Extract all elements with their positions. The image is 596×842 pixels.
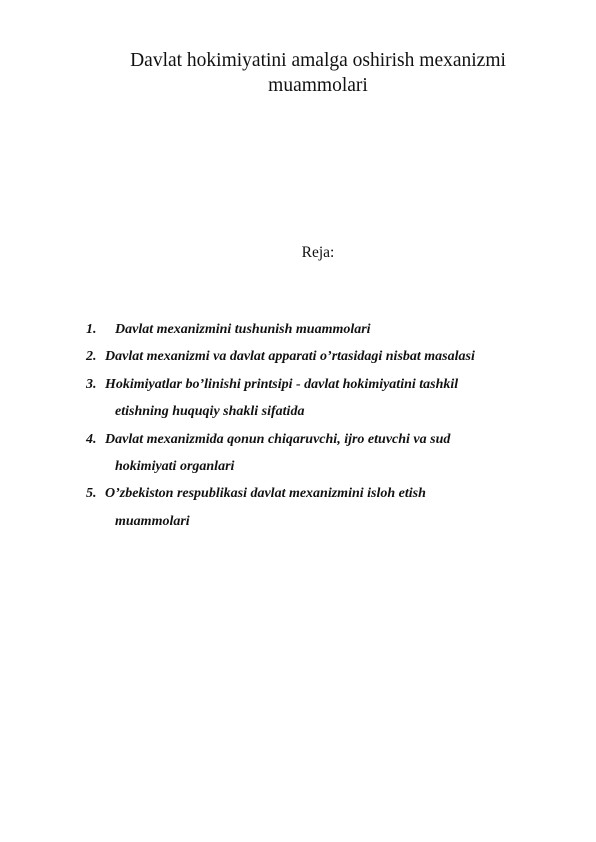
document-title-line-1: Davlat hokimiyatini amalga oshirish mexanizmi [130,50,506,71]
plan-item-number: 1. [86,322,97,337]
plan-item-text-continued: hokimiyati organlari [115,459,235,475]
plan-item-3 [86,371,546,426]
plan-item-text: Davlat mexanizmida qonun chiqaruvchi, ijro etuvchi va sud [105,431,451,447]
plan-item-text-continued: etishning huquqiy shakli sifatida [115,404,305,420]
document-title-line-2: muammolari [268,75,368,96]
document-title [80,48,556,98]
plan-item-2 [86,343,546,370]
plan-item-text: Hokimiyatlar bo’linishi printsipi - davlat hokimiyatini tashkil [105,376,459,392]
plan-item-5 [86,480,546,535]
plan-heading: Reja: [301,244,335,261]
plan-item-number: 4. [86,431,97,447]
plan-item-4 [86,426,546,481]
plan-list [86,316,546,535]
plan-item-text: Davlat mexanizmi va davlat apparati o’rtasidagi nisbat masalasi [105,349,475,365]
plan-item-text-continued: muammolari [115,513,190,529]
plan-item-1 [86,316,546,343]
plan-item-number: 5. [86,486,97,502]
plan-item-text: O’zbekiston respublikasi davlat mexanizmini isloh etish [105,486,426,502]
plan-item-number: 2. [86,349,97,365]
plan-item-number: 3. [86,376,97,392]
plan-item-text: Davlat mexanizmini tushunish muammolari [115,322,371,337]
